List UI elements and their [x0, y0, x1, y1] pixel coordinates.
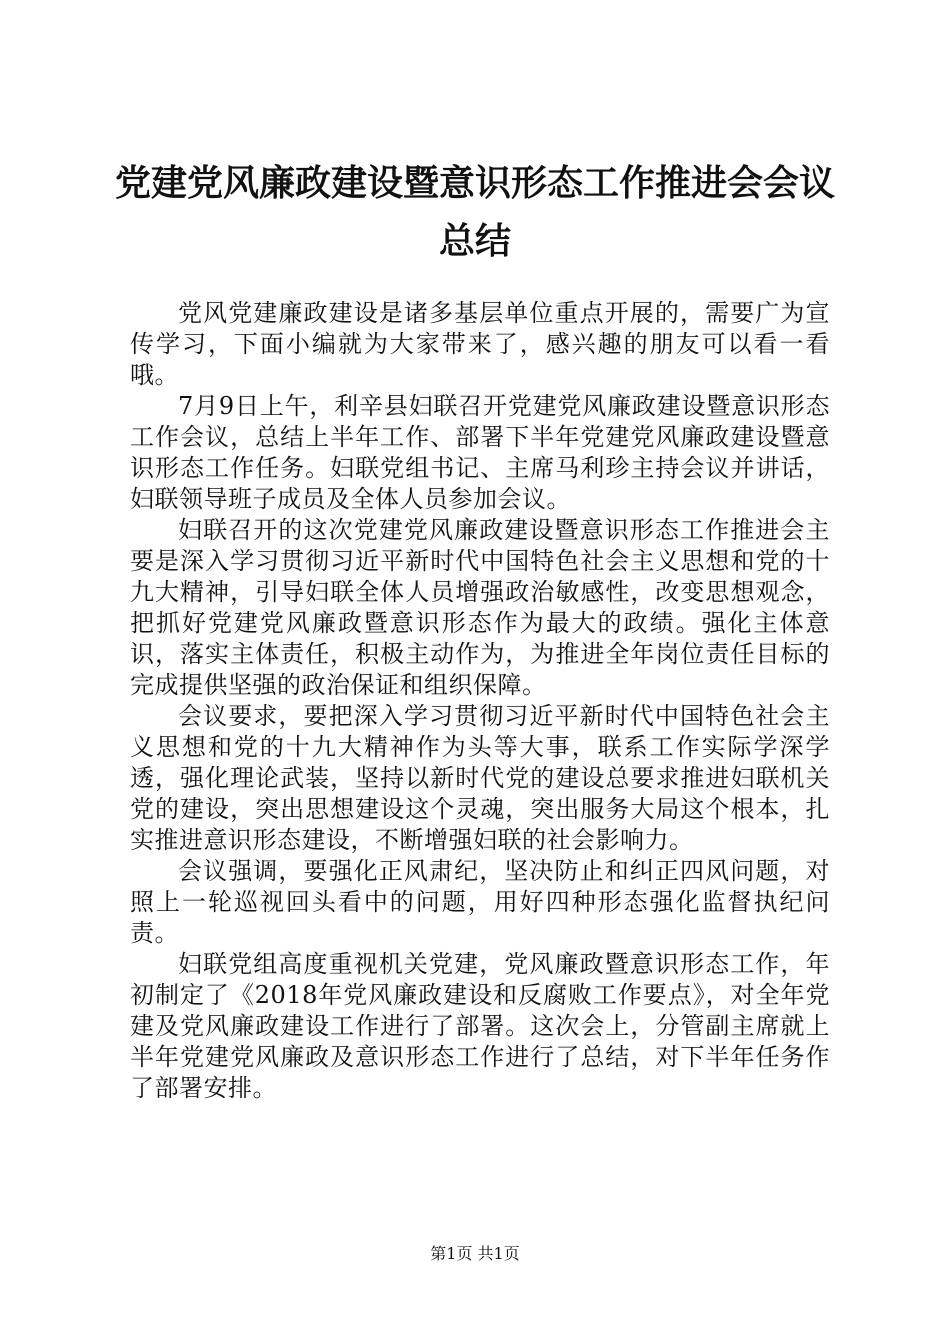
document-title: [100, 155, 850, 271]
paragraph-purpose: 妇联召开的这次党建党风廉政建设暨意识形态工作推进会主要是深入学习贯彻习近平新时代中国特色社会主义思想和党的十九大精神，引导妇联全体人员增强政治敏感性，改变思想观念，把抓好党建党风廉政暨意识形态作为最大的政绩。强化主体意识，落实主体责任，积极主动作为，为推进全年岗位责任目标的完成提供坚强的政治保证和组织保障。: [130, 516, 830, 699]
document-title-line-2: 总结: [438, 221, 511, 262]
paragraph-requirements: 会议要求，要把深入学习贯彻习近平新时代中国特色社会主义思想和党的十九大精神作为头等大事，联系工作实际学深学透，强化理论武装，坚持以新时代党的建设总要求推进妇联机关党的建设，突出思想建设这个灵魂，突出服务大局这个根本，扎实推进意识形态建设，不断增强妇联的社会影响力。: [130, 702, 830, 854]
paragraph-meeting: 7月9日上午，利辛县妇联召开党建党风廉政建设暨意识形态工作会议，总结上半年工作、部署下半年党建党风廉政建设暨意识形态工作任务。妇联党组书记、主席马利珍主持会议并讲话，妇联领导班子成员及全体人员参加会议。: [130, 392, 830, 513]
document-body: [130, 298, 830, 1104]
document-title-line-1: 党建党风廉政建设暨意识形态工作推进会会议: [114, 163, 835, 204]
paragraph-summary: 妇联党组高度重视机关党建，党风廉政暨意识形态工作，年初制定了《2018年党风廉政建设和反腐败工作要点》，对全年党建及党风廉政建设工作进行了部署。这次会上，分管副主席就上半年党建党风廉政及意识形态工作进行了总结，对下半年任务作了部署安排。: [130, 950, 830, 1102]
page-footer: 第1页 共1页: [430, 1244, 520, 1263]
paragraph-intro: 党风党建廉政建设是诸多基层单位重点开展的，需要广为宣传学习，下面小编就为大家带来了，感兴趣的朋友可以看一看哦。: [130, 299, 830, 389]
paragraph-emphasis: 会议强调，要强化正风肃纪，坚决防止和纠正四风问题，对照上一轮巡视回头看中的问题，用好四种形态强化监督执纪问责。: [130, 857, 830, 947]
